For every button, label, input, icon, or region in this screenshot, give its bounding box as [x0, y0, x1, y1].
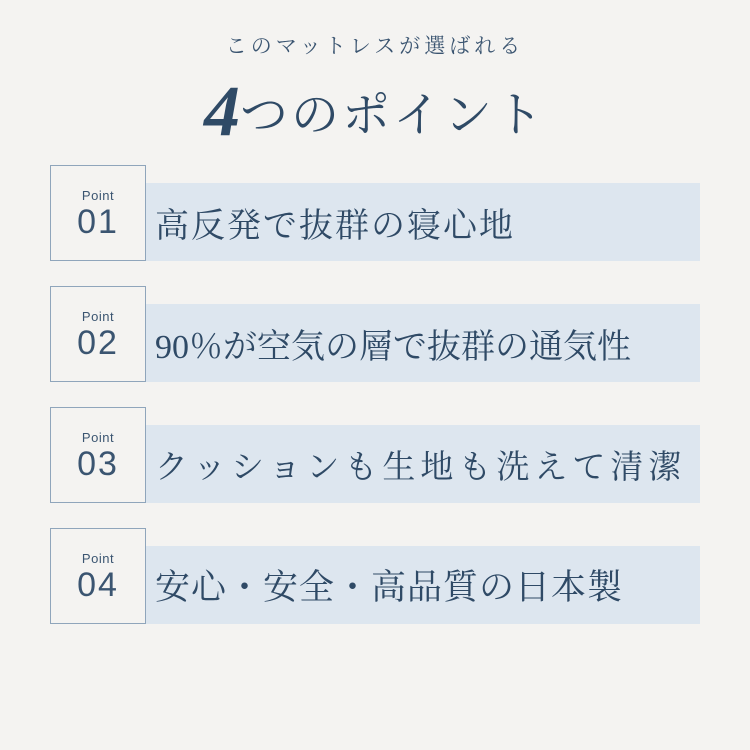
point-badge-label: Point: [81, 550, 115, 566]
list-item: [0, 286, 750, 382]
list-item: [0, 165, 750, 261]
point-badge-number: 02: [77, 323, 119, 362]
point-badge-label: Point: [81, 308, 115, 324]
point-badge: [50, 286, 146, 382]
heading-block: [0, 0, 750, 152]
list-item: [0, 528, 750, 624]
page-title: [0, 71, 750, 152]
point-badge-label: Point: [81, 187, 115, 203]
heading-number: 4: [203, 71, 240, 152]
point-badge-number: 04: [77, 565, 119, 604]
point-badge: [50, 407, 146, 503]
point-text: クッションも生地も洗えて清潔: [155, 449, 687, 486]
heading-subtitle: このマットレスが選ばれる: [225, 34, 525, 58]
point-badge: [50, 528, 146, 624]
point-badge-label: Point: [81, 429, 115, 445]
point-badge: [50, 165, 146, 261]
heading-rest: つのポイント: [239, 89, 546, 143]
point-badge-number: 01: [77, 202, 119, 241]
point-text: 安心・安全・高品質の日本製: [155, 568, 624, 608]
list-item: [0, 407, 750, 503]
point-text: 高反発で抜群の寝心地: [155, 207, 515, 245]
points-list: [0, 165, 750, 624]
point-badge-number: 03: [77, 444, 119, 483]
point-text: 90％が空気の層で抜群の通気性: [155, 328, 631, 366]
